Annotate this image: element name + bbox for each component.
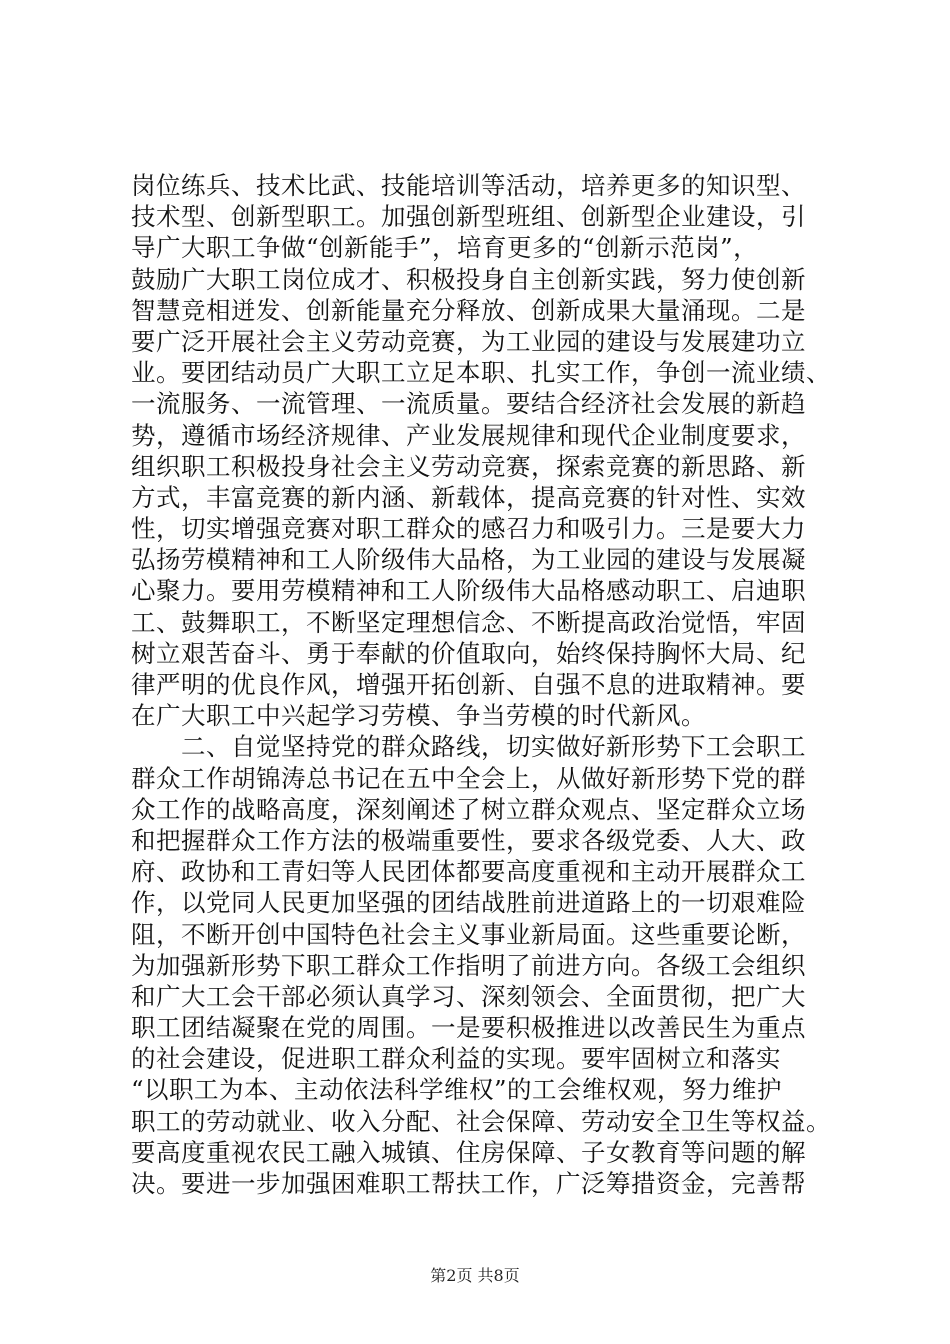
text-line: 技术型、创新型职工。加强创新型班组、创新型企业建设，引 [131, 202, 806, 232]
text-line: 律严明的优良作风，增强开拓创新、自强不息的进取精神。要 [131, 670, 806, 699]
text-line: 鼓励广大职工岗位成才、积极投身自主创新实践，努力使创新 [131, 264, 806, 294]
text-line: 工、鼓舞职工，不断坚定理想信念、不断提高政治觉悟，牢固 [131, 607, 806, 637]
text-line: 智慧竞相迸发、创新能量充分释放、创新成果大量涌现。二是 [131, 295, 806, 325]
text-line: 树立艰苦奋斗、勇于奉献的价值取向，始终保持胸怀大局、纪 [131, 638, 806, 668]
text-line: 势，遵循市场经济规律、产业发展规律和现代企业制度要求， [131, 420, 806, 450]
text-line: 阻，不断开创中国特色社会主义事业新局面。这些重要论断， [131, 919, 806, 949]
text-line: 一流服务、一流管理、一流质量。要结合经济社会发展的新趋 [131, 389, 806, 419]
text-line: 组织职工积极投身社会主义劳动竞赛，探索竞赛的新思路、新 [131, 451, 806, 481]
text-line: 和广大工会干部必须认真学习、深刻领会、全面贯彻，把广大 [131, 981, 806, 1011]
text-line: 众工作的战略高度，深刻阐述了树立群众观点、坚定群众立场 [131, 794, 806, 824]
text-line: 府、政协和工青妇等人民团体都要高度重视和主动开展群众工 [131, 857, 806, 887]
text-line: 二、自觉坚持党的群众路线，切实做好新形势下工会职工 [131, 732, 806, 762]
text-line: 在广大职工中兴起学习劳模、争当劳模的时代新风。 [131, 701, 706, 731]
text-line: 业。要团结动员广大职工立足本职、扎实工作，争创一流业绩、 [131, 358, 831, 388]
text-line: 决。要进一步加强困难职工帮扶工作，广泛筹措资金，完善帮 [131, 1169, 806, 1198]
text-line: 性，切实增强竞赛对职工群众的感召力和吸引力。三是要大力 [131, 514, 806, 544]
text-line: 方式，丰富竞赛的新内涵、新载体，提高竞赛的针对性、实效 [131, 482, 806, 512]
text-line: 弘扬劳模精神和工人阶级伟大品格，为工业园的建设与发展凝 [131, 545, 806, 575]
text-line: 职工团结凝聚在党的周围。一是要积极推进以改善民生为重点 [131, 1013, 806, 1043]
text-line: 群众工作胡锦涛总书记在五中全会上，从做好新形势下党的群 [131, 763, 806, 793]
body-text [131, 170, 831, 1199]
text-line: 导广大职工争做“创新能手”，培育更多的“创新示范岗”， [131, 233, 759, 263]
text-line: “以职工为本、主动依法科学维权”的工会维权观，努力维护 [131, 1075, 783, 1105]
text-line: 要高度重视农民工融入城镇、住房保障、子女教育等问题的解 [131, 1137, 806, 1167]
text-line: 岗位练兵、技术比武、技能培训等活动，培养更多的知识型、 [131, 171, 806, 200]
text-line: 要广泛开展社会主义劳动竞赛，为工业园的建设与发展建功立 [131, 326, 806, 356]
page-footer [0, 1266, 950, 1286]
text-line: 和把握群众工作方法的极端重要性，要求各级党委、人大、政 [131, 825, 806, 855]
text-line: 职工的劳动就业、收入分配、社会保障、劳动安全卫生等权益。 [131, 1106, 831, 1136]
text-line: 心聚力。要用劳模精神和工人阶级伟大品格感动职工、启迪职 [131, 576, 806, 606]
text-line: 作，以党同人民更加坚强的团结战胜前进道路上的一切艰难险 [131, 888, 806, 918]
text-line: 为加强新形势下职工群众工作指明了前进方向。各级工会组织 [131, 950, 806, 980]
text-line: 的社会建设，促进职工群众利益的实现。要牢固树立和落实 [131, 1044, 781, 1074]
page-number: 第2页 共8页 [430, 1266, 520, 1285]
